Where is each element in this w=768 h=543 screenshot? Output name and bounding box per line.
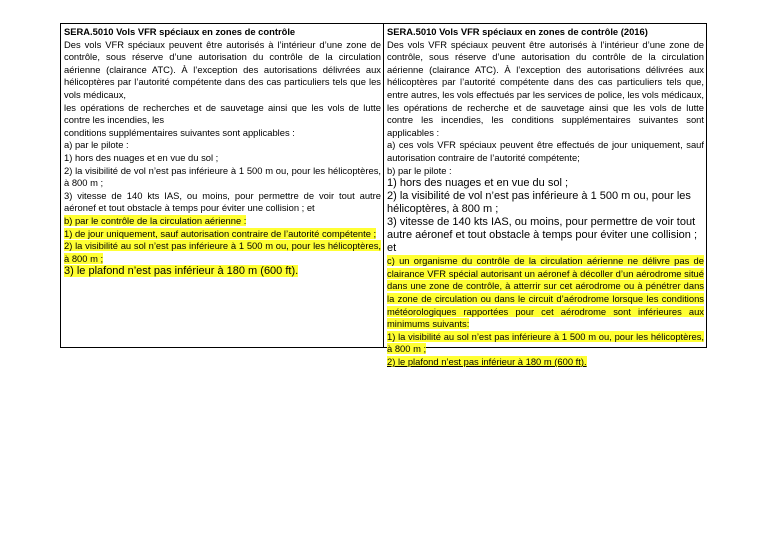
right-c: c) un organisme du contrôle de la circulation aérienne ne délivre pas de clairance VFR spécial autorisant un aéronef à décoller d’un aérodrome situé dans une zone de contrôle, à atterrir sur cet aérodrome ou à pénétrer dans la zone de circulation ou dans le circuit d’aérodrome lorsque les conditions météorologiques rapportées pour cet aérodrome sont inférieures aux minimums suivants: [387,255,704,330]
left-a3: 3) vitesse de 140 kts IAS, ou moins, pour permettre de voir tout autre aéronef et tout obstacle à temps pour éviter une collision ; et [64,189,381,214]
right-et: et [387,242,397,255]
right-c1: 1) la visibilité au sol n’est pas inférieure à 1 500 m ou, pour les hélicoptères, à 800 m ; [387,330,704,355]
left-a2: 2) la visibilité de vol n’est pas inférieure à 1 500 m ou, pour les hélicoptères, à 800 m ; [64,164,381,189]
right-intro: Des vols VFR spéciaux peuvent être autorisés à l’intérieur d’une zone de contrôle, sous réserve d’une autorisation du contrôle de la circulation aérienne (clairance ATC). À l’exception des autorisations délivrées aux hélicoptères par l’autorité compétente dans des cas particuliers tels que, entre autres, les vols effectués par les services de police, les vols médicaux, les opérations de recherche et de sauvetage ainsi que les vols de lutte contre les incendies, les conditions supplémentaires suivantes sont applicables : [387,38,704,138]
right-b-pilot: b) par le pilote : [387,164,452,176]
left-intro: Des vols VFR spéciaux peuvent être autorisés à l’intérieur d’une zone de contrôle, sous réserve d’une autorisation du contrôle de la circulation aérienne (clairance ATC). À l’exception des autorisations délivrées aux hélicoptères par l’autorité compétente dans des cas particuliers tels que les vols médicaux, [64,38,381,100]
left-line3: conditions supplémentaires suivantes sont applicables : [64,126,295,138]
right-title: SERA.5010 Vols VFR spéciaux en zones de contrôle (2016) [387,26,648,37]
left-title: SERA.5010 Vols VFR spéciaux en zones de contrôle [64,26,296,37]
left-b-atc: b) par le contrôle de la circulation aérienne : [64,214,247,226]
left-b3: 3) le plafond n’est pas inférieur à 180 m (600 ft). [64,265,299,278]
right-b3: 3) vitesse de 140 kts IAS, ou moins, pour permettre de voir tout autre aéronef et tout obstacle à temps pour éviter une collision ; [387,216,698,242]
left-b1: 1) de jour uniquement, sauf autorisation contraire de l’autorité compétente ; [64,227,377,239]
comparison-table [60,23,707,367]
right-a: a) ces vols VFR spéciaux peuvent être effectués de jour uniquement, sauf autorisation contraire de l’autorité compétente; [387,139,704,163]
right-b1: 1) hors des nuages et en vue du sol ; [387,177,569,190]
left-a-pilot: a) par le pilote : [64,139,129,151]
left-line2: les opérations de recherches et de sauvetage ainsi que les vols de lutte contre les incendies, les [64,101,381,126]
right-c2: 2) le plafond n’est pas inférieur à 180 m (600 ft). [387,355,587,367]
left-a1: 1) hors des nuages et en vue du sol ; [64,151,219,163]
left-b2: 2) la visibilité au sol n’est pas inférieure à 1 500 m ou, pour les hélicoptères, à 800 m ; [64,240,381,264]
right-column [384,24,706,367]
left-column [61,24,384,347]
right-b2: 2) la visibilité de vol n’est pas inférieure à 1 500 m ou, pour les hélicoptères, à 800 m ; [387,190,691,216]
